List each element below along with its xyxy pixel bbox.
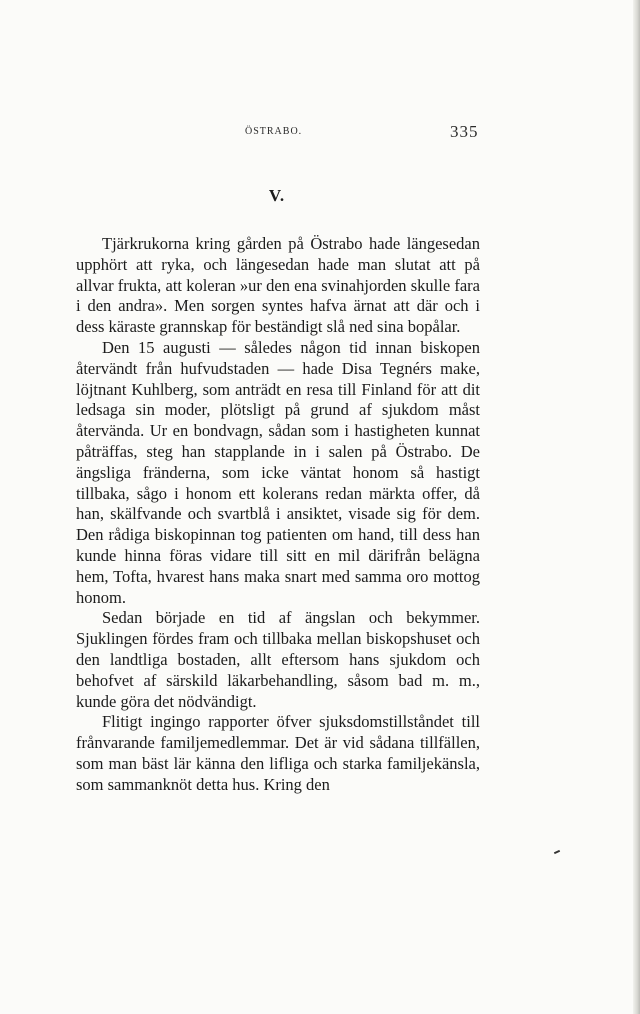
paragraph-1: Tjärkrukorna kring gården på Östrabo hade längesedan upphört att ryka, och längesedan hade man slutat att på allvar frukta, att koleran »ur den ena svinahjorden skulle fara i den andra». Men sorgen syntes hafva ärnat att där och i dess käraste grannskap för beständigt slå ned sina bopålar. bbox=[76, 234, 480, 337]
page-edge-shadow bbox=[633, 0, 640, 1014]
body-text bbox=[76, 234, 480, 796]
page-number: 335 bbox=[450, 122, 479, 141]
paragraph-4: Flitigt ingingo rapporter öfver sjuksdomstillståndet till frånvarande familjemedlemmar. Det är vid sådana tillfällen, som man bäst lär känna den lifliga och starka familjekänsla, som sammanknöt detta hus. Kring den bbox=[76, 712, 480, 794]
ink-speck bbox=[554, 850, 560, 854]
paragraph-2: Den 15 augusti — således någon tid innan biskopen återvändt från hufvudstaden — hade Disa Tegnérs make, löjtnant Kuhlberg, som anträdt en resa till Finland för att dit ledsaga sin moder, plötsligt på grund af sjukdom måst återvända. Ur en bondvagn, sådan som i hastigheten kunnat påträffas, steg han stapplande in i salen på Östrabo. De ängsliga fränderna, som icke väntat honom så hastigt tillbaka, sågo i honom ett kolerans redan märkta offer, då han, skälfvande och svartblå i ansiktet, visade sig för dem. Den rådiga biskopinnan tog patienten om hand, till dess han kunde hinna föras vidare till sitt en mil därifrån belägna hem, Tofta, hvarest hans maka snart med samma oro mottog honom. bbox=[76, 337, 480, 607]
paragraph-3: Sedan började en tid af ängslan och bekymmer. Sjuklingen fördes fram och tillbaka mellan biskopshuset och den landtliga bostaden, allt eftersom hans sjukdom och behofvet af särskild läkarbehandling, såsom bad m. m., kunde göra det nödvändigt. bbox=[76, 608, 480, 711]
chapter-heading: V. bbox=[268, 186, 286, 205]
running-title: ÖSTRABO. bbox=[245, 126, 303, 137]
